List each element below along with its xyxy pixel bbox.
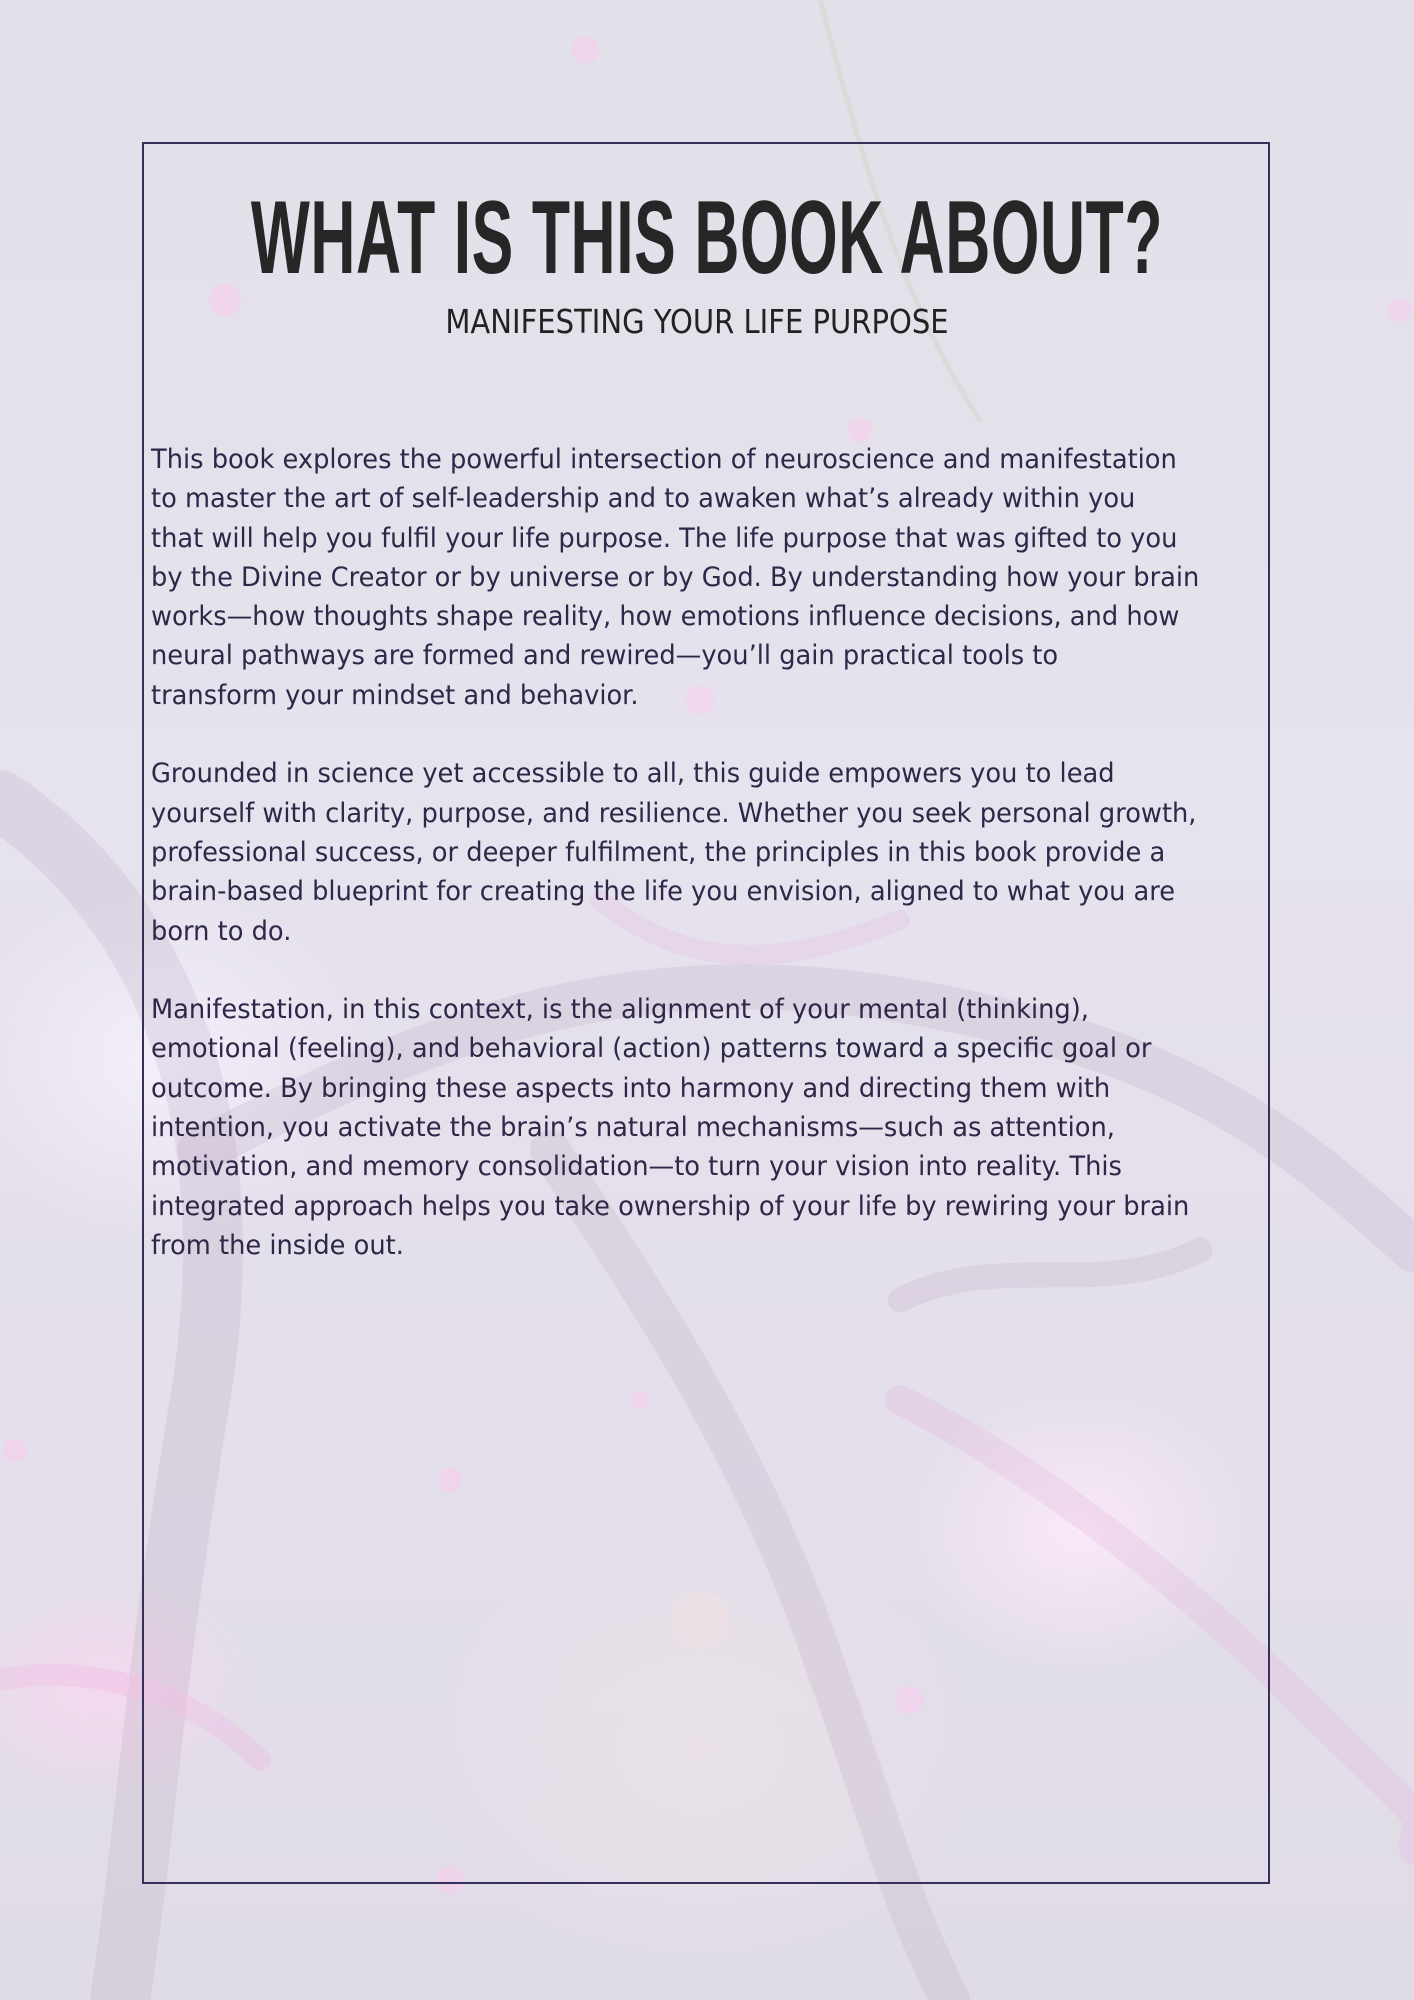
text-line: professional success, or deeper fulfilment, the principles in this book provide a	[151, 836, 1166, 868]
text-line: that will help you fulfil your life purpose. The life purpose that was gifted to you	[151, 522, 1178, 554]
text-line: integrated approach helps you take ownership of your life by rewiring your brain	[151, 1190, 1190, 1222]
text-line: brain-based blueprint for creating the life you envision, aligned to what you are	[151, 876, 1176, 908]
text-line: works—how thoughts shape reality, how emotions influence decisions, and how	[151, 601, 1180, 633]
paragraph-3	[151, 990, 1276, 1265]
page-subtitle: MANIFESTING YOUR LIFE PURPOSE	[445, 302, 949, 341]
text-line: intention, you activate the brain’s natural mechanisms—such as attention,	[151, 1112, 1115, 1144]
paragraph-1	[151, 440, 1276, 715]
paragraph-2	[151, 754, 1276, 950]
text-line: by the Divine Creator or by universe or by God. By understanding how your brain	[151, 561, 1200, 593]
text-line: born to do.	[151, 915, 292, 947]
text-line: to master the art of self-leadership and to awaken what’s already within you	[151, 483, 1136, 515]
text-line: yourself with clarity, purpose, and resilience. Whether you seek personal growth,	[151, 797, 1197, 829]
text-line: from the inside out.	[151, 1229, 404, 1261]
text-line: Grounded in science yet accessible to all, this guide empowers you to lead	[151, 758, 1115, 790]
text-line: Manifestation, in this context, is the alignment of your mental (thinking),	[151, 994, 1089, 1026]
body-text	[151, 440, 1276, 1305]
text-line: emotional (feeling), and behavioral (action) patterns toward a specific goal or	[151, 1033, 1152, 1065]
text-line: outcome. By bringing these aspects into harmony and directing them with	[151, 1072, 1111, 1104]
page-title: WHAT IS THIS BOOK ABOUT?	[250, 180, 1164, 296]
text-line: This book explores the powerful intersection of neuroscience and manifestation	[151, 444, 1177, 475]
text-line: transform your mindset and behavior.	[151, 679, 639, 711]
text-line: neural pathways are formed and rewired—you’ll gain practical tools to	[151, 640, 1059, 672]
text-line: motivation, and memory consolidation—to turn your vision into reality. This	[151, 1151, 1122, 1183]
